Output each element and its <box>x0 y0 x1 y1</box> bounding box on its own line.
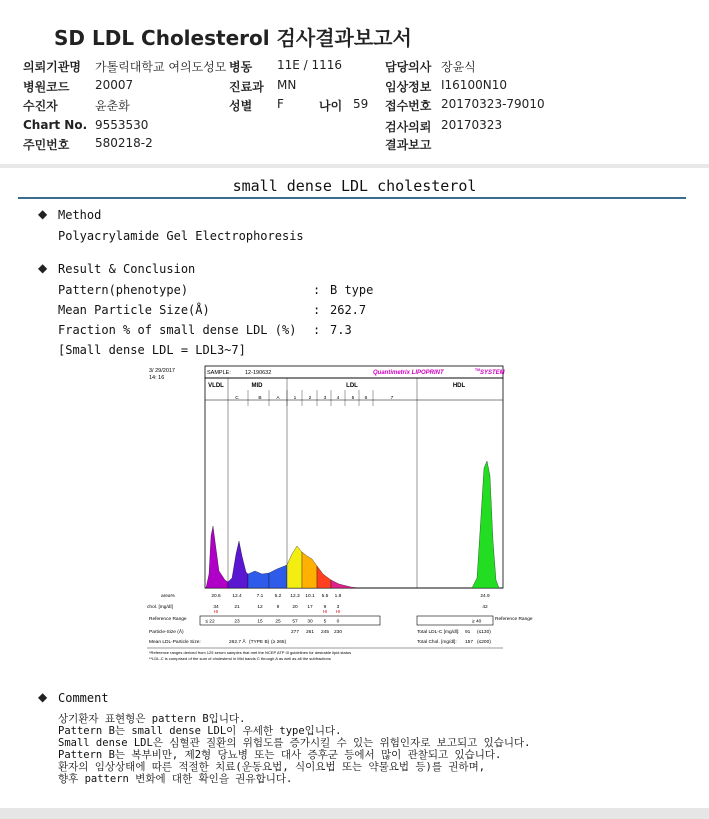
particle-size-value: 277 <box>290 630 300 635</box>
area-value: 24.9 <box>480 594 490 599</box>
fraction-area <box>317 566 331 588</box>
age-value: 59 <box>353 97 369 111</box>
fraction-area <box>206 526 228 588</box>
comment-line: Pattern B는 small dense LDL이 우세한 type입니다. <box>58 725 342 737</box>
result-heading: Result & Conclusion <box>58 262 196 276</box>
comment-line: 환자의 임상상태에 따른 적절한 치료(운동요법, 식이요법 또는 약물요법 등)를 권하며, <box>58 761 486 773</box>
request-label: 검사의뢰 <box>385 120 432 134</box>
patient-label: 수진자 <box>23 99 58 113</box>
particle-size-label: Particle-Size (Å) <box>149 630 184 635</box>
area-value: 5.2 <box>274 594 282 599</box>
id-label: 주민번호 <box>23 138 70 152</box>
report-title: SD LDL Cholesterol 검사결과보고서 <box>54 26 412 50</box>
chol-value: 17 <box>307 605 313 610</box>
fraction-area <box>287 546 302 588</box>
band-label: 5 <box>351 396 355 401</box>
band-label: 1 <box>293 396 297 401</box>
area-row-label: area% <box>161 594 175 599</box>
band-label: 2 <box>308 396 312 401</box>
method-text: Polyacrylamide Gel Electrophoresis <box>58 229 304 243</box>
fraction-area <box>248 571 269 588</box>
section-title: small dense LDL cholesterol <box>232 177 477 195</box>
hdl-ref-value: ≥ 40 <box>472 619 482 625</box>
result-report-label: 결과보고 <box>385 138 432 152</box>
ref-value: 57 <box>292 619 298 625</box>
band-label: 4 <box>336 396 340 401</box>
area-value: 12.3 <box>290 594 300 599</box>
sex-label: 성별 <box>229 99 253 113</box>
band-label: C <box>235 396 239 401</box>
figure-date: 3/ 29/2017 <box>149 368 175 374</box>
institution-value: 가톨릭대학교 여의도성모 <box>95 60 227 74</box>
section-underline <box>18 197 686 199</box>
clinical-label: 임상정보 <box>385 80 432 94</box>
result-value: 7.3 <box>330 323 352 337</box>
total-ldl-label: Total LDL-C [mg/dl]: <box>417 630 460 635</box>
total-chol-ref: (≤200) <box>477 640 491 645</box>
institution-label: 의뢰기관명 <box>23 60 81 74</box>
chol-value: 3 <box>336 605 340 610</box>
chol-value: 34 <box>213 605 219 610</box>
chol-row-label: chol. [mg/dl] <box>147 605 173 610</box>
method-heading: Method <box>58 208 102 222</box>
comment-line: Pattern B는 복부비만, 제2형 당뇨병 또는 대사 증후군 등에서 많이 관찰되고 있습니다. <box>58 749 502 761</box>
mean-size-label: Mean LDL-Particle Size: <box>149 640 201 645</box>
brand-tm: TM <box>475 368 481 372</box>
ref-value: 0 <box>336 619 340 625</box>
ward-label: 병동 <box>229 60 253 74</box>
band-label: 3 <box>323 396 327 401</box>
header-divider <box>0 164 709 168</box>
chol-value: 20 <box>292 605 298 610</box>
chol-value: 12 <box>257 605 263 610</box>
receipt-label: 접수번호 <box>385 99 432 113</box>
result-label: Fraction % of small dense LDL (%) <box>58 323 297 337</box>
particle-values <box>291 629 342 635</box>
bottom-bar <box>0 808 709 819</box>
ref-value: 15 <box>257 619 263 625</box>
particle-size-value: 261 <box>305 630 315 635</box>
particle-size-value: 245 <box>320 630 330 635</box>
total-ldl-value: 91 <box>465 630 471 635</box>
result-label: Pattern(phenotype) <box>58 283 189 297</box>
footnote-2: **LDL-C is comprised of the sum of cholesterol in Mid bands C through A as well as all the subfractions <box>149 656 331 661</box>
fraction-area <box>269 565 287 588</box>
group-label-mid: MID <box>251 383 263 389</box>
ward-value: 11E / 1116 <box>277 58 343 72</box>
lipid-curve <box>206 461 499 588</box>
ref-value: 23 <box>234 619 240 625</box>
comment-line: Small dense LDL은 심혈관 질환의 위험도를 증가시킬 수 있는 위험인자로 보고되고 있습니다. <box>58 737 531 749</box>
area-value: 12.4 <box>232 594 242 599</box>
sex-value: F <box>277 97 284 111</box>
ref-value: 25 <box>275 619 281 625</box>
dept-label: 진료과 <box>229 80 264 94</box>
group-label-ldl: LDL <box>346 383 358 389</box>
comment-line: 상기환자 표현형은 pattern B입니다. <box>58 713 246 725</box>
plot-frame <box>205 378 503 588</box>
result-value: B type <box>330 283 374 297</box>
total-ldl-ref: (≤130) <box>477 630 491 635</box>
hi-flag: HI <box>213 609 219 614</box>
ref-row-label: Reference Range <box>149 617 187 622</box>
area-value: 1.8 <box>334 594 342 599</box>
hospital-code-value: 20007 <box>95 78 134 92</box>
ref-value: 30 <box>307 619 313 625</box>
diamond-bullet-icon: ◆ <box>38 207 48 221</box>
doctor-value: 장윤식 <box>441 60 476 74</box>
area-values <box>211 593 490 599</box>
hospital-code-label: 병원코드 <box>23 80 70 94</box>
chart-no-label: Chart No. <box>23 118 88 132</box>
result-label: Mean Particle Size(Å) <box>58 303 210 317</box>
result-note: [Small dense LDL = LDL3~7] <box>58 343 246 357</box>
patient-value: 윤춘화 <box>95 99 130 113</box>
footnote-1: *Reference ranges derived from 125 serum samples that met the NCEP ATP III guidelines for desirable lipid status <box>149 650 352 655</box>
particle-size-value: 230 <box>333 630 343 635</box>
band-label: A <box>276 396 280 401</box>
band-label: 6 <box>364 396 368 401</box>
band-label: B <box>258 396 262 401</box>
age-label: 나이 <box>319 99 343 113</box>
chol-value: 21 <box>234 605 240 610</box>
chol-value: 42 <box>482 605 488 610</box>
hi-flag: HI <box>335 609 341 614</box>
mean-size-ref: (≥ 265) <box>271 640 287 645</box>
fraction-area <box>228 541 248 588</box>
sample-value: 12-190632 <box>245 370 272 376</box>
id-value: 580218-2 <box>95 136 153 150</box>
comment-line: 향후 pattern 변화에 대한 확인을 권유합니다. <box>58 773 293 785</box>
chol-values <box>213 604 488 610</box>
result-colon: : <box>313 323 321 337</box>
area-value: 10.1 <box>305 594 315 599</box>
group-label-vldl: VLDL <box>208 383 224 389</box>
mean-size-type: (TYPE B) <box>249 640 270 645</box>
band-label: 7 <box>390 396 394 401</box>
lipoprint-figure <box>147 366 533 664</box>
area-value: 20.6 <box>211 594 221 599</box>
total-chol-value: 157 <box>465 640 474 645</box>
doctor-label: 담당의사 <box>385 60 432 74</box>
mean-size-value: 262.7 Å <box>229 640 246 645</box>
result-value: 262.7 <box>330 303 367 317</box>
request-value: 20170323 <box>441 118 503 132</box>
ref-row-label-right: Reference Range <box>495 617 533 622</box>
fraction-area <box>302 552 317 588</box>
result-colon: : <box>313 303 321 317</box>
sample-label: SAMPLE: <box>207 370 231 376</box>
brand-suffix: SYSTEM <box>480 370 505 376</box>
hdl-ref-box <box>417 616 493 625</box>
brand-label: Quantimetrix LIPOPRINT <box>373 370 444 376</box>
group-label-hdl: HDL <box>452 383 466 389</box>
ref-values <box>205 619 339 625</box>
diamond-bullet-icon: ◆ <box>38 261 48 275</box>
figure-time: 14: 16 <box>149 375 165 381</box>
area-value: 5.5 <box>321 594 329 599</box>
fraction-area <box>331 580 359 588</box>
result-colon: : <box>313 283 321 297</box>
diamond-bullet-icon: ◆ <box>38 690 48 704</box>
ref-range-box <box>200 616 380 625</box>
ref-value: ≤ 22 <box>205 619 215 625</box>
comment-heading: Comment <box>58 691 109 705</box>
receipt-value: 20170323-79010 <box>441 97 545 111</box>
hi-flag: HI <box>322 609 328 614</box>
area-value: 7.1 <box>256 594 264 599</box>
clinical-value: I16100N10 <box>441 78 507 92</box>
fraction-area <box>472 461 499 588</box>
total-chol-label: Total Chol. [mg/dl]: <box>417 640 457 645</box>
chol-value: 9 <box>276 605 280 610</box>
dept-value: MN <box>277 78 297 92</box>
chol-value: 9 <box>323 605 327 610</box>
chart-no-value: 9553530 <box>95 118 149 132</box>
ref-value: 5 <box>323 619 327 625</box>
